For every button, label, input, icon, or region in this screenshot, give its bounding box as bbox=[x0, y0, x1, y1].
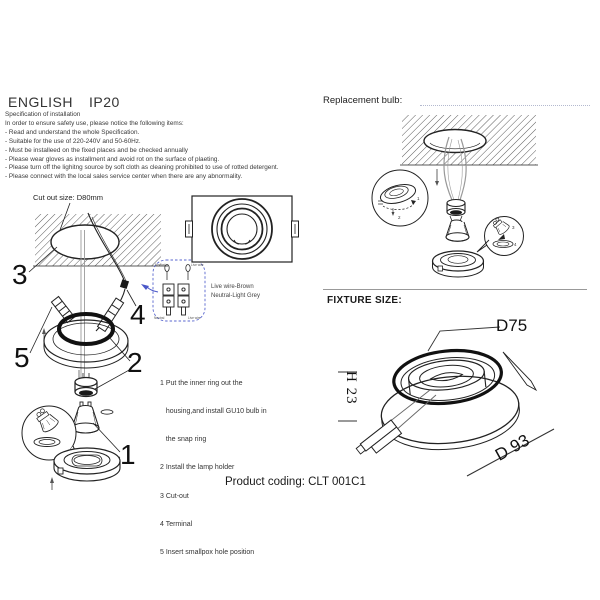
wiring-note-line: Live wire-Brown bbox=[211, 284, 254, 290]
down-arrow bbox=[435, 169, 439, 186]
callout-2: 2 bbox=[127, 347, 143, 378]
terminal-wiring-detail bbox=[153, 260, 205, 321]
lamp-holder bbox=[75, 373, 97, 397]
spec-item: - Please connect with the local sales service center when there are any abnormality. bbox=[5, 173, 243, 181]
balloon-step-2: 2 bbox=[398, 215, 401, 220]
ring-rotation-balloon bbox=[372, 170, 428, 226]
balloon-step-3: 3 bbox=[512, 225, 515, 230]
callout-4: 4 bbox=[130, 299, 146, 330]
specification-block bbox=[5, 111, 335, 182]
bulb-insert-balloon bbox=[477, 215, 524, 255]
mounting-bracket bbox=[356, 420, 402, 461]
dim-d93: D 93 bbox=[492, 430, 533, 465]
section-divider bbox=[323, 289, 587, 290]
dim-h23: H 23 bbox=[343, 371, 359, 405]
balloon-step-1: 1 bbox=[417, 196, 420, 201]
replacement-title: Replacement bulb: bbox=[323, 95, 403, 106]
wiring-note-line: Neutral-Light Grey bbox=[211, 292, 261, 299]
installation-steps bbox=[160, 360, 267, 567]
fixture-size-diagram bbox=[320, 300, 600, 480]
step-line: 3 Cut-out bbox=[160, 492, 189, 500]
replacement-ceiling bbox=[400, 115, 538, 165]
snap-ring-clip bbox=[101, 410, 113, 414]
housing-ring bbox=[30, 297, 131, 389]
step-line: 1 Put the inner ring out the bbox=[160, 379, 243, 387]
trim-ring bbox=[54, 448, 120, 481]
spec-item: - Must be installeed on the fixed places and be checked annually bbox=[5, 146, 188, 154]
terminal-label: Neutral bbox=[155, 263, 166, 267]
callout-1: 1 bbox=[120, 439, 136, 470]
replacement-diagram bbox=[320, 108, 600, 290]
wiring-note bbox=[211, 283, 260, 300]
spec-item: - Please wear gloves as installment and avoid rot on the surface of plaeting. bbox=[5, 155, 220, 163]
replacement-gu10-bulb bbox=[446, 220, 469, 241]
ceiling-cutout bbox=[29, 203, 168, 272]
spec-item: - Suitable for the use of 220-240V and 50-60Hz. bbox=[5, 137, 141, 145]
spec-intro: In order to ensure safety use, please notice the following items: bbox=[5, 119, 184, 127]
balloon-step-4: 4 bbox=[514, 242, 517, 247]
terminal-label: Live wire bbox=[191, 263, 204, 267]
spec-title: Specification of installation bbox=[5, 111, 81, 118]
cutout-size-label: Cut out size: D80mm bbox=[33, 193, 104, 202]
replacement-trim-ring bbox=[433, 251, 484, 277]
terminal-pointer-arrow bbox=[141, 284, 158, 292]
terminal-label: Live wire bbox=[188, 316, 201, 320]
product-coding: Product coding: CLT 001C1 bbox=[225, 476, 366, 488]
dim-d75: D75 bbox=[496, 316, 528, 335]
replacement-lamp-holder bbox=[447, 200, 465, 222]
language-label: ENGLISH bbox=[8, 94, 73, 110]
spec-item: - Please turn off the lighitng source by soft cloth as cleaning prohibited to use of rotted detergent. bbox=[5, 164, 279, 172]
callout-5: 5 bbox=[14, 342, 30, 373]
dotted-rule bbox=[420, 96, 590, 106]
clip-pointer bbox=[503, 352, 536, 390]
fixture-isometric bbox=[375, 344, 522, 456]
callout-3: 3 bbox=[12, 259, 28, 290]
spec-item: - Read and understand the whole Specification. bbox=[5, 128, 140, 136]
step-line: 4 Terminal bbox=[160, 520, 193, 528]
step-line: housing,and install GU10 bulb in bbox=[160, 408, 267, 416]
terminal-label: Neutral bbox=[154, 316, 165, 320]
fixture-top-view bbox=[186, 196, 299, 262]
step-line: the snap ring bbox=[160, 436, 207, 444]
ip-rating: IP20 bbox=[89, 94, 120, 110]
step-line: 2 Install the lamp holder bbox=[160, 464, 235, 472]
wire-connector bbox=[120, 279, 129, 289]
up-arrow bbox=[50, 477, 54, 490]
fixture-size-title: FIXTURE SIZE: bbox=[327, 295, 403, 306]
step-line: 5 Insert smallpox hole position bbox=[160, 549, 255, 557]
